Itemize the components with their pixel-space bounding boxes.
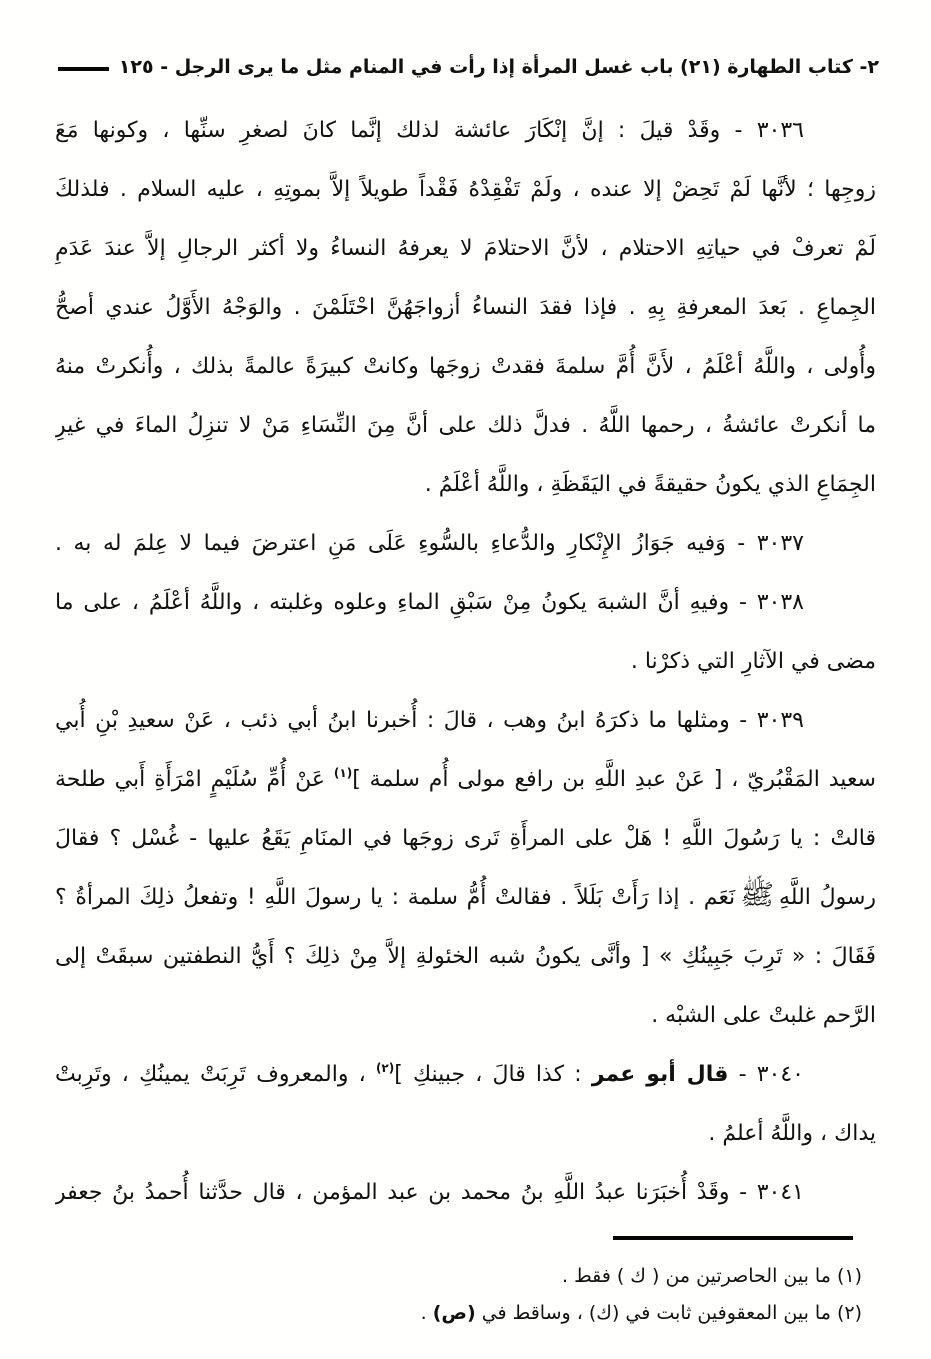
line-12-text: سعيد المَقْبُريّ ، [ عَنْ عبدِ اللَّهِ بن رافع مولى أُم سلمة ] [352,767,876,792]
body-line-14 [55,868,876,927]
body-line-18: يداك ، واللَّهُ أعلمُ . [708,1121,876,1146]
line-14-text: رسولُ اللَّهِ [779,885,876,910]
paragraph-number-3040: ٣٠٤٠ - [728,1062,804,1087]
footnotes [60,1258,862,1332]
footnote-2 [60,1295,862,1332]
footnote-ref-2: (٢) [375,1061,395,1075]
body-line-19: ٣٠٤١ - وقَدْ أُخبَرَنا عبدُ اللَّهِ بنُ محمد بن عبد المؤمن ، قال حدَّثنا أُحمدُ بنُ جعفر [55,1180,804,1205]
chapter-title: ٢- كتاب الطهارة (٢١) باب غسل المرأة إذا رأت في المنام مثل ما يرى الرجل - [160,56,879,78]
body-line-8: ٣٠٣٧ - وَفيه جَوَازُ الإِنْكارِ والدُّعاءِ بالسُّوءِ عَلَى مَنِ اعترضَ فيما لا عِلمَ له به . [55,531,804,556]
footnote-1-marker: (١) [836,1265,862,1287]
body-line-12 [55,750,876,809]
body-line-6: ما أنكرتْ عائشةُ ، رحمها اللَّهُ . فدلَّ ذلك على أنَّ مِنَ النِّسَاءِ مَنْ لا تنزِلُ الماءَ في غيرِ [55,413,876,438]
line-17-text: : كذا قالَ ، جبينكِ ] [394,1062,592,1087]
body-line-2: زوجِها ؛ لأنَّها لَمْ تَحِضْ إلا عنده ، ولَمْ تَفْقِدْهُ فَقْداً طويلاً إلاَّ بموتِهِ ، عليه السلام . فلذلكَ [55,177,876,202]
body-line-3: لَمْ تعرفْ في حياتِهِ الاحتلام ، لأنَّ الاحتلامَ لا يعرفهُ النساءُ ولا أكثر الرجالِ إلاَّ عندَ عَدَمِ [55,236,876,261]
body-line-10: مضى في الآثارِ التي ذكرْنا . [630,649,876,674]
footnote-1-text: ما بين الحاصرتين من ( ك ) فقط . [562,1265,831,1287]
body-line-13: قالتْ : يا رَسُولَ اللَّهِ ! هَلْ على المرأَةِ تَرى زوجَها في المنَامِ يَقَعُ عليها - غُسْل ؟ فقالَ [55,826,876,851]
footnote-ref-1: (١) [333,766,353,780]
footnote-2-marker: (٢) [836,1302,862,1324]
footnote-separator [613,1236,853,1240]
page-number: ١٢٥ [118,56,154,78]
body-line-4: الجِماعِ . بَعدَ المعرفةِ بِهِ . فإذا فقدَ النساءُ أزواجَهُنَّ احْتَلَمْنَ . والوَجْهُ الأَوَّلُ عندي أصحُّ [55,295,876,320]
footnote-1 [60,1258,862,1295]
sallallahu-alayhi-wasallam-glyph: ﷺ [740,878,775,911]
line-14-text-after-glyph: نَعَم . إذا رَأَتْ بَلَلاً . فقالتْ أُمُّ سلمة : يا رسولَ اللَّهِ ! وتفعلُ ذلِكَ المرأةُ ؟ [55,885,736,910]
body-line-15: فَقَالَ : « تَرِبَ جَبِينُكِ » [ وأنَّى يكونُ شبه الخئولةِ إلاَّ مِنْ ذلِكَ ؟ أَيُّ النطفتين سبقَتْ إلى [55,944,876,969]
header-rule [58,67,109,71]
footnote-2-source-siglum: (ص) [432,1302,476,1324]
body-line-11: ٣٠٣٩ - ومثلها ما ذكرَهُ ابنُ وهب ، قالَ : أُخبرنا ابنُ أبي ذئب ، عَنْ سعيدِ بْنِ أُبي [55,708,804,733]
body-line-9: ٣٠٣٨ - وفيهِ أنَّ الشبهَ يكونُ مِنْ سَبْقِ الماءِ وعلوه وغلبته ، واللَّهُ أعْلَمُ ، على ما [55,590,804,615]
body-text [55,101,876,1222]
body-line-16: الرَّحم غلبتْ على الشبْه . [651,1003,876,1028]
body-line-17 [55,1045,876,1104]
body-line-1: ٣٠٣٦ - وقَدْ قيلَ : إنَّ إنْكَارَ عائشة لذلك إنَّما كانَ لصغرِ سنِّها ، وكونها مَعَ [55,118,804,143]
abu-umar-label: قال أبو عمر [591,1062,729,1087]
running-header [58,49,879,85]
line-12-text-after-ref: عَنْ أُمِّ سُلَيْمٍ امْرَأَةِ أَبي طلحة [55,767,334,792]
body-line-7: الجِمَاعِ الذي يكونُ حقيقةً في اليَقَظَةِ ، واللَّهُ أعْلَمُ . [424,472,876,497]
footnote-2-tail: . [420,1302,433,1324]
footnote-2-text: ما بين المعقوفين ثابت في (ك) ، وساقط في [481,1302,831,1324]
line-17-text-after-ref: ، والمعروف تَرِبَتْ يمينُكِ ، وتَرِبتْ [55,1062,376,1087]
body-line-5: وأُولى ، واللَّهُ أعْلَمُ ، لأَنَّ أُمَّ سلمةَ فقدتْ زوجَها وكانتْ كبيرَةً عالمةً بذلك ، وأُنكرتْ منهُ [55,354,876,379]
header-title [119,56,879,78]
